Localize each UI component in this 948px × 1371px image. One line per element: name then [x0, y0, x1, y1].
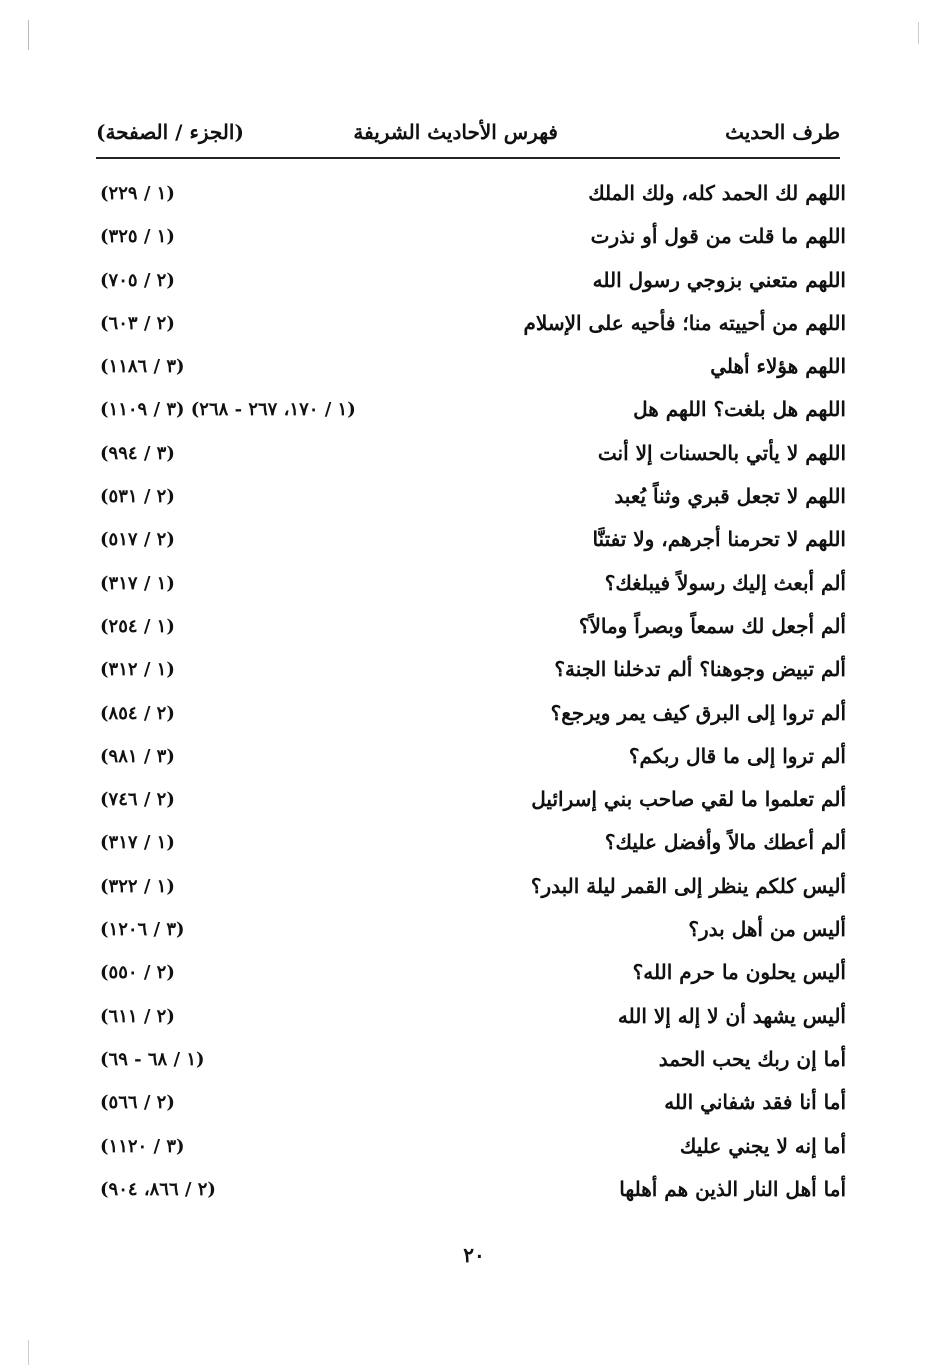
hadith-phrase: ألم تبيض وجوهنا؟ ألم تدخلنا الجنة؟: [554, 657, 846, 682]
header-hadith-column: طرف الحديث: [725, 120, 840, 144]
scan-edge-mark: [918, 22, 919, 44]
volume-page-reference: (١ / ٣١٧): [100, 832, 175, 854]
index-entry: [96, 1168, 846, 1211]
index-entry: [96, 951, 846, 994]
hadith-phrase: ألم أبعث إليك رسولاً فيبلغك؟: [604, 570, 846, 595]
volume-page-reference: (٢ / ٥٦٦): [100, 1092, 175, 1114]
scan-edge-mark: [28, 1340, 29, 1365]
volume-page-reference: (١ / ١٧٠، ٢٦٧ - ٢٦٨) (٣ / ١١٠٩): [100, 399, 356, 421]
hadith-phrase: أليس كلكم ينظر إلى القمر ليلة البدر؟: [530, 873, 846, 898]
volume-page-reference: (١ / ٣٢٢): [100, 875, 175, 897]
hadith-phrase: أما إن ربك يحب الحمد: [658, 1046, 846, 1071]
volume-page-reference: (١ / ٢٥٤): [100, 615, 175, 637]
volume-page-reference: (٢ / ٦٠٣): [100, 312, 175, 334]
index-entry: [96, 302, 846, 345]
volume-page-reference: (٣ / ١٢٠٦): [100, 919, 185, 941]
header-divider: [96, 157, 840, 159]
volume-page-reference: (١ / ٣١٢): [100, 659, 175, 681]
hadith-phrase: أليس يشهد أن لا إله إلا الله: [617, 1003, 846, 1028]
index-entry: [96, 821, 846, 864]
index-entry: [96, 388, 846, 431]
volume-page-reference: (١ / ٢٢٩): [100, 183, 175, 204]
hadith-phrase: أليس يحلون ما حرم الله؟: [632, 960, 846, 985]
scan-edge-mark: [28, 20, 29, 50]
hadith-phrase: أما أهل النار الذين هم أهلها: [619, 1176, 846, 1201]
index-entry: [96, 259, 846, 302]
index-entry: [96, 562, 846, 605]
hadith-phrase: ألم أجعل لك سمعاً وبصراً ومالاً؟: [578, 613, 846, 638]
index-entry: [96, 1081, 846, 1124]
hadith-phrase: اللهم لا تجعل قبري وثناً يُعبد: [614, 484, 846, 509]
hadith-phrase: اللهم هل بلغت؟ اللهم هل: [633, 397, 846, 422]
volume-page-reference: (٢ / ٨٥٤): [100, 702, 175, 724]
volume-page-reference: (٣ / ٩٨١): [100, 745, 175, 767]
index-entry: [96, 605, 846, 648]
index-entry: [96, 995, 846, 1038]
hadith-phrase: اللهم لا يأتي بالحسنات إلا أنت: [597, 440, 846, 465]
volume-page-reference: (٢ / ٦١١): [100, 1005, 175, 1027]
hadith-phrase: اللهم هؤلاء أهلي: [710, 354, 846, 379]
volume-page-reference: (٢ / ٨٦٦، ٩٠٤): [100, 1178, 216, 1200]
index-entry: [96, 345, 846, 388]
hadith-phrase: اللهم متعني بزوجي رسول الله: [592, 267, 846, 292]
page-number: ٢٠: [463, 1243, 485, 1267]
index-entry: [96, 865, 846, 908]
header-reference-column: (الجزء / الصفحة): [96, 120, 244, 144]
volume-page-reference: (٢ / ٥١٧): [100, 529, 175, 551]
hadith-phrase: اللهم لا تحرمنا أجرهم، ولا تفتنَّا: [592, 527, 846, 552]
index-entry: [96, 215, 846, 258]
hadith-phrase: اللهم لك الحمد كله، ولك الملك: [588, 181, 846, 205]
hadith-phrase: أما إنه لا يجني عليك: [679, 1133, 846, 1158]
index-entry: [96, 648, 846, 691]
volume-page-reference: (٢ / ٧٤٦): [100, 789, 175, 811]
index-entry: [96, 692, 846, 735]
hadith-phrase: ألم تعلموا ما لقي صاحب بني إسرائيل: [531, 787, 846, 812]
index-entry: [96, 908, 846, 951]
index-entry: [96, 735, 846, 778]
hadith-phrase: اللهم من أحييته منا؛ فأحيه على الإسلام: [523, 310, 846, 335]
hadith-phrase: ألم أعطك مالاً وأفضل عليك؟: [604, 830, 846, 855]
hadith-phrase: اللهم ما قلت من قول أو نذرت: [590, 224, 846, 249]
volume-page-reference: (٢ / ٥٣١): [100, 486, 175, 508]
index-entry: [96, 432, 846, 475]
index-entry: [96, 1038, 846, 1081]
index-entry: [96, 1125, 846, 1168]
index-entry: [96, 518, 846, 561]
index-entry: [96, 475, 846, 518]
volume-page-reference: (٢ / ٧٠٥): [100, 269, 175, 291]
volume-page-reference: (٣ / ٩٩٤): [100, 442, 175, 464]
volume-page-reference: (١ / ٣١٧): [100, 572, 175, 594]
volume-page-reference: (٢ / ٥٥٠): [100, 962, 175, 984]
index-list: [96, 172, 846, 1211]
hadith-phrase: أليس من أهل بدر؟: [688, 917, 846, 942]
index-entry: [96, 778, 846, 821]
index-entry: [96, 172, 846, 215]
volume-page-reference: (٣ / ١١٨٦): [100, 356, 185, 378]
hadith-phrase: ألم تروا إلى ما قال ربكم؟: [628, 743, 846, 768]
running-header: [96, 113, 840, 151]
volume-page-reference: (١ / ٦٨ - ٦٩): [100, 1048, 205, 1070]
hadith-phrase: أما أنا فقد شفاني الله: [664, 1090, 846, 1115]
header-title: فهرس الأحاديث الشريفة: [353, 120, 558, 144]
hadith-phrase: ألم تروا إلى البرق كيف يمر ويرجع؟: [550, 700, 846, 725]
volume-page-reference: (٣ / ١١٢٠): [100, 1135, 185, 1157]
volume-page-reference: (١ / ٣٢٥): [100, 226, 175, 248]
